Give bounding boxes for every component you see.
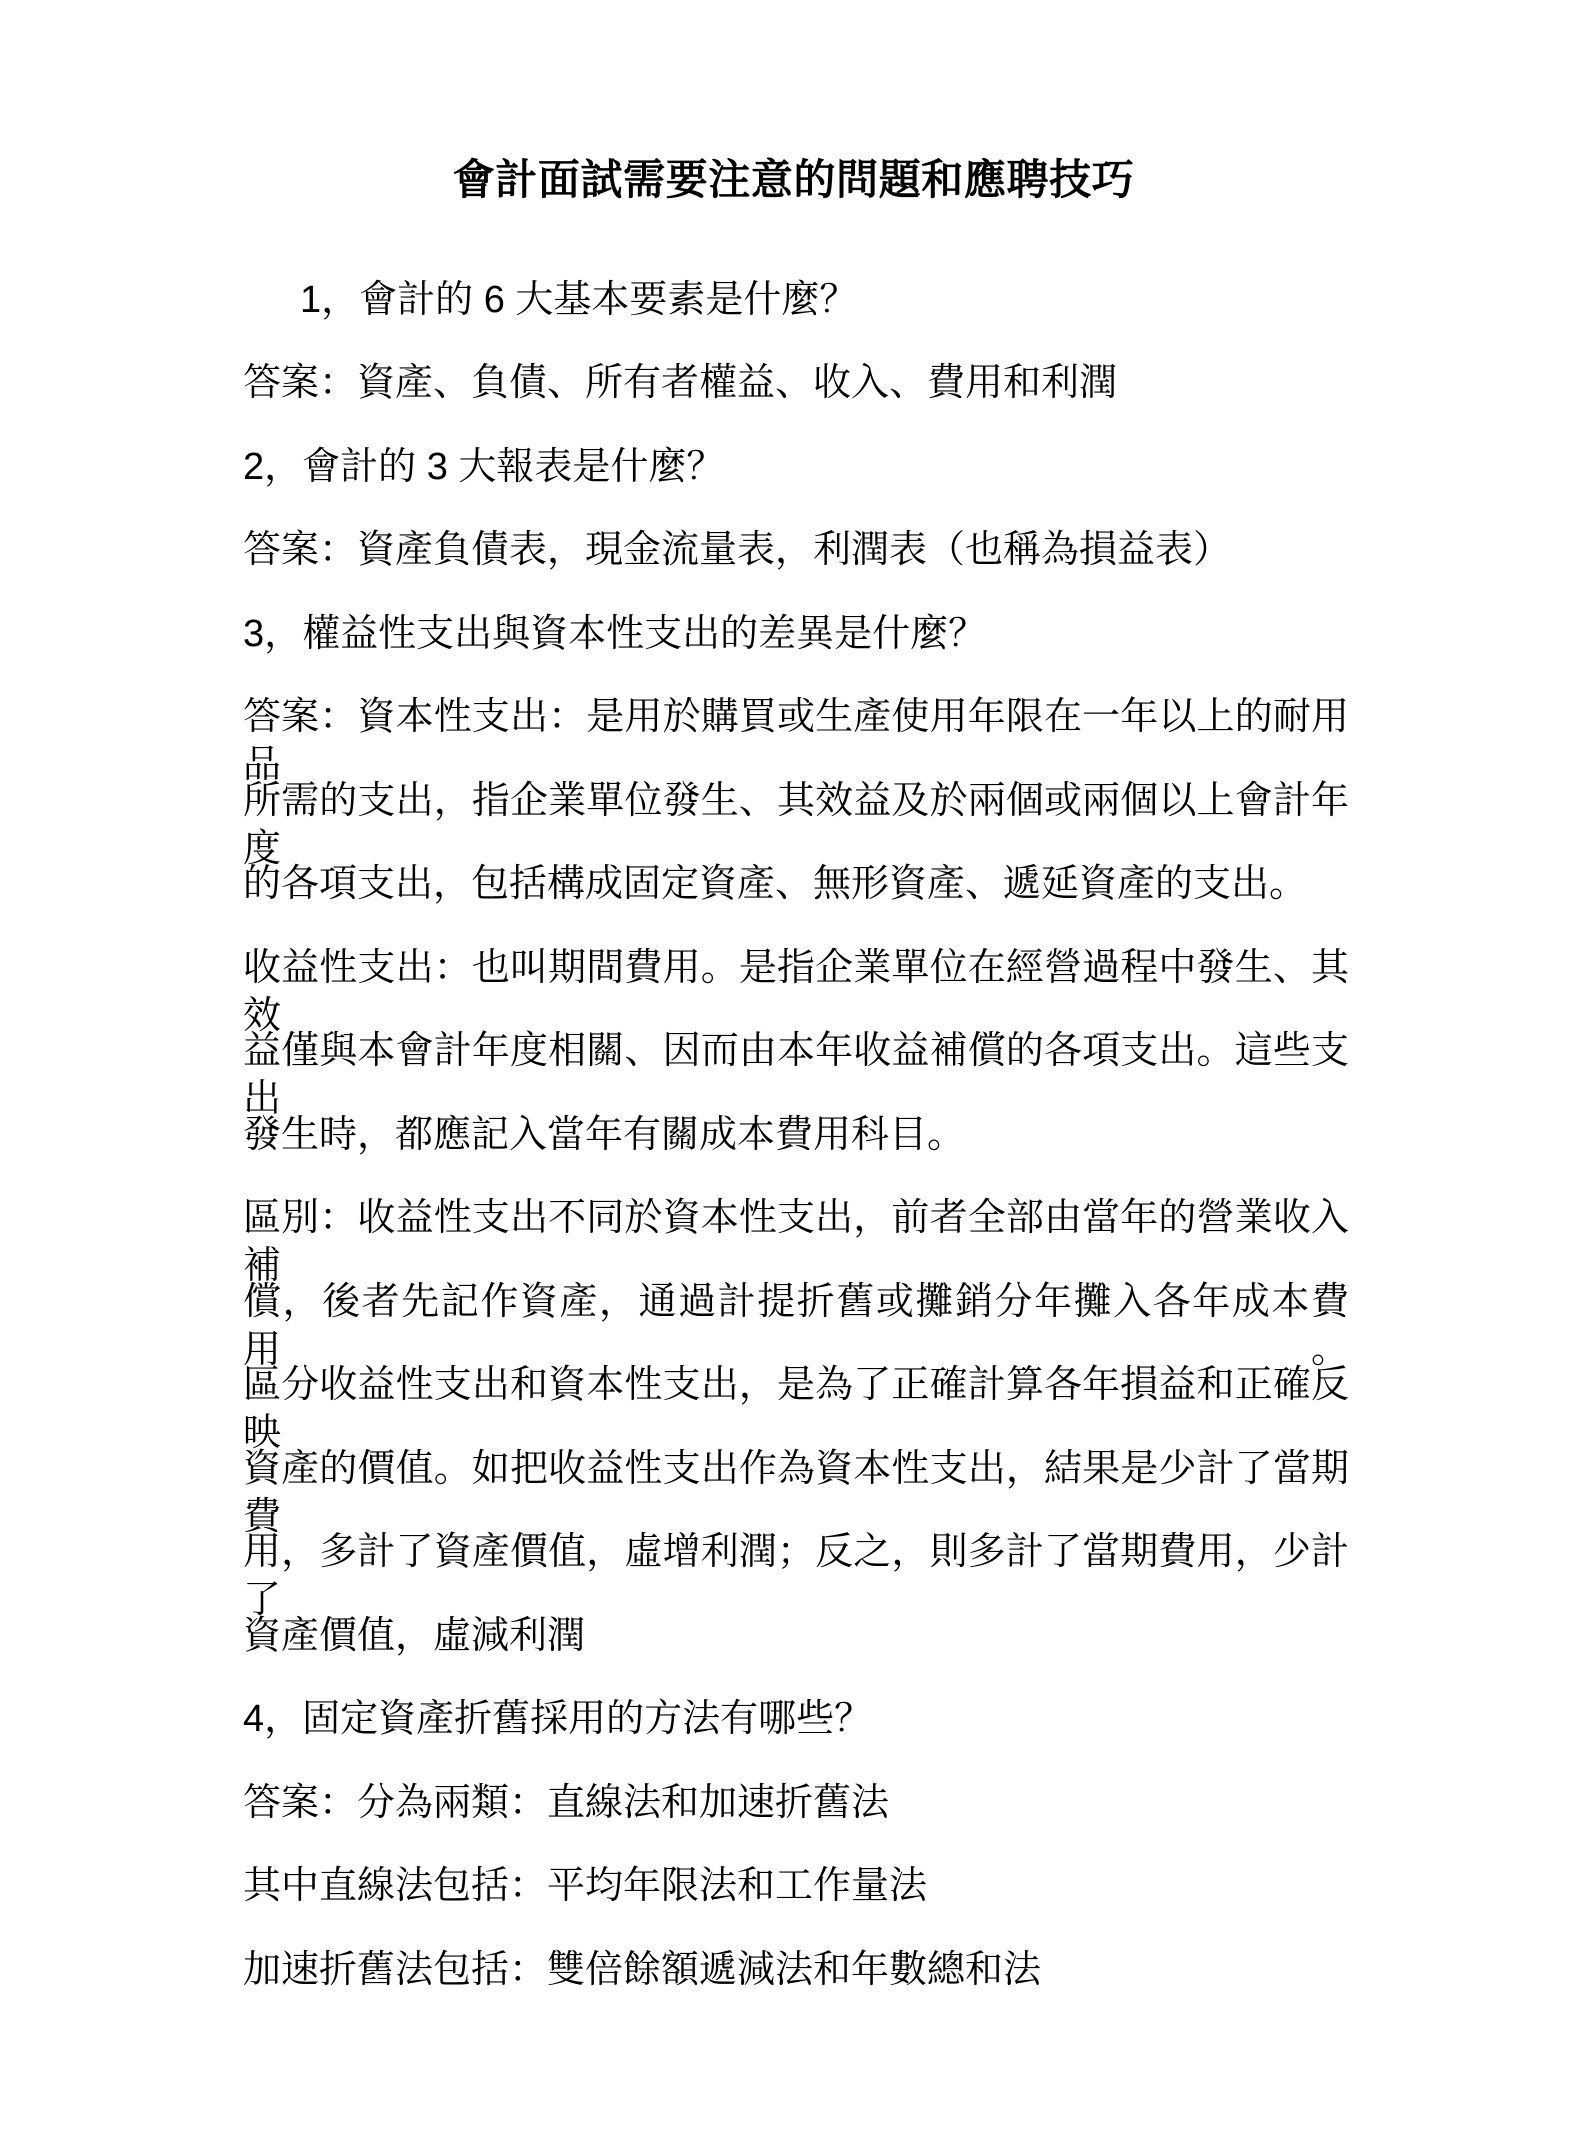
answer-3-line: 資產的價值。如把收益性支出作為資本性支出，結果是少計了當期費 xyxy=(243,1448,1349,1538)
answer-4-line: 其中直線法包括：平均年限法和工作量法 xyxy=(243,1865,928,1907)
question-2-line: 2，會計的 3 大報表是什麼？ xyxy=(243,446,725,488)
answer-1-line: 答案：資產、負債、所有者權益、收入、費用和利潤 xyxy=(243,362,1118,404)
answer-3-line: 區別：收益性支出不同於資本性支出，前者全部由當年的營業收入補 xyxy=(243,1197,1349,1287)
answer-3-line: 收益性支出：也叫期間費用。是指企業單位在經營過程中發生、其效 xyxy=(243,947,1349,1037)
answer-3-line: 資產價值，虛減利潤 xyxy=(243,1615,586,1657)
answer-4-line: 答案：分為兩類：直線法和加速折舊法 xyxy=(243,1782,890,1824)
answer-3-line: 益僅與本會計年度相關、因而由本年收益補償的各項支出。這些支出 xyxy=(243,1030,1349,1120)
answer-2-line: 答案：資產負債表，現金流量表，利潤表（也稱為損益表） xyxy=(243,529,1232,571)
question-3-line: 3，權益性支出與資本性支出的差異是什麼？ xyxy=(243,613,987,655)
answer-3-line: 所需的支出，指企業單位發生、其效益及於兩個或兩個以上會計年度 xyxy=(243,780,1349,870)
answer-3-line: 發生時，都應記入當年有關成本費用科目。 xyxy=(243,1114,966,1156)
answer-4-line: 加速折舊法包括：雙倍餘額遞減法和年數總和法 xyxy=(243,1949,1042,1991)
document-title: 會計面試需要注意的問題和應聘技巧 xyxy=(452,158,1135,204)
answer-3-line: 的各項支出，包括構成固定資產、無形資產、遞延資產的支出。 xyxy=(243,863,1308,905)
question-4-line: 4，固定資產折舊採用的方法有哪些？ xyxy=(243,1698,873,1740)
answer-3-line: 用，多計了資產價值，虛增利潤；反之，則多計了當期費用，少計了 xyxy=(243,1531,1349,1621)
answer-3-line: 償，後者先記作資產，通過計提折舊或攤銷分年攤入各年成本費用。 xyxy=(243,1281,1349,1371)
answer-3-line: 答案：資本性支出：是用於購買或生產使用年限在一年以上的耐用品 xyxy=(243,696,1349,786)
question-1-line: 1，會計的 6 大基本要素是什麼？ xyxy=(300,279,858,321)
answer-3-line: 區分收益性支出和資本性支出，是為了正確計算各年損益和正確反映 xyxy=(243,1364,1349,1454)
